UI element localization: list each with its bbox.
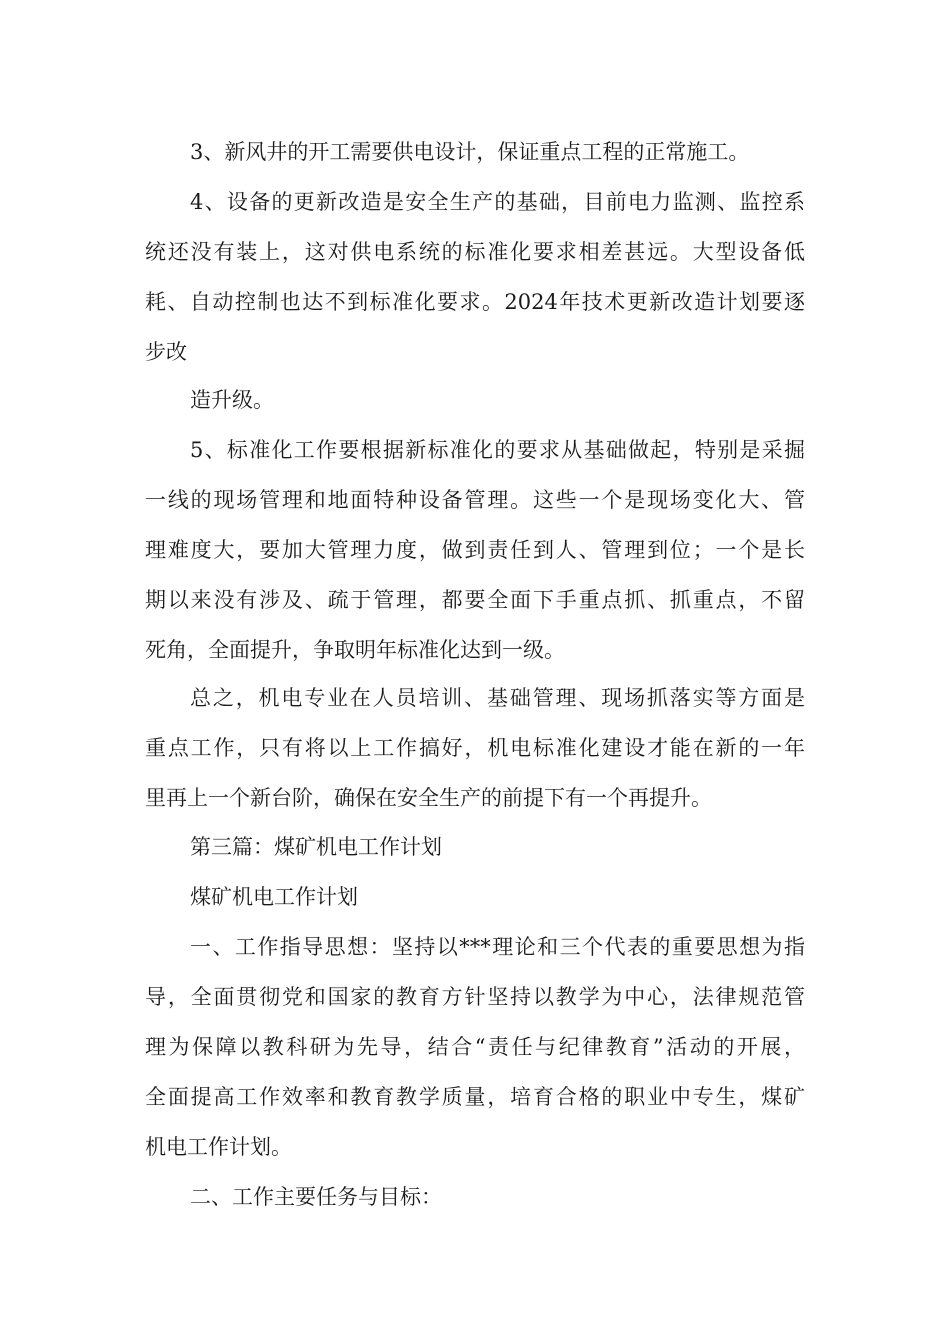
text-line: 煤矿机电工作计划 (190, 885, 358, 909)
text-line: 死角，全面提升，争取明年标准化达到一级。 (145, 638, 565, 662)
text-line: 期以来没有涉及、疏于管理，都要全面下手重点抓、抓重点，不留 (145, 588, 805, 612)
paragraph-item-3 (145, 127, 805, 177)
document-title (145, 872, 805, 922)
text-line: 理难度大，要加大管理力度，做到责任到人、管理到位；一个是长 (145, 538, 805, 562)
text-line: 二、工作主要任务与目标： (190, 1185, 442, 1209)
paragraph-tasks-goals (145, 1172, 805, 1222)
text-line: 机电工作计划。 (145, 1135, 292, 1159)
text-line: 统还没有装上，这对供电系统的标准化要求相差甚远。大型设备低 (145, 240, 805, 264)
paragraph-item-4 (145, 177, 805, 377)
text-line: 一、工作指导思想：坚持以***理论和三个代表的重要思想为指 (190, 935, 805, 959)
text-line: 全面提高工作效率和教育教学质量，培育合格的职业中专生，煤矿 (145, 1085, 805, 1109)
text-line: 造升级。 (190, 388, 274, 412)
text-line: 总之，机电专业在人员培训、基础管理、现场抓落实等方面是 (190, 686, 805, 710)
text-line: 步改 (145, 340, 187, 364)
text-line: 4、设备的更新改造是安全生产的基础，目前电力监测、监控系 (190, 190, 805, 214)
section-heading (145, 822, 805, 872)
paragraph-guiding-ideology (145, 922, 805, 1172)
text-line: 理为保障以教科研为先导，结合“责任与纪律教育”活动的开展， (145, 1035, 805, 1059)
text-line: 耗、自动控制也达不到标准化要求。2024年技术更新改造计划要逐 (145, 290, 805, 314)
paragraph-item-5 (145, 425, 805, 675)
text-line: 导，全面贯彻党和国家的教育方针坚持以教学为中心，法律规范管 (145, 985, 805, 1009)
paragraph-summary (145, 673, 805, 823)
paragraph-continuation (145, 375, 805, 425)
text-line: 第三篇：煤矿机电工作计划 (190, 835, 442, 859)
text-line: 一线的现场管理和地面特种设备管理。这些一个是现场变化大、管 (145, 488, 805, 512)
text-line: 里再上一个新台阶，确保在安全生产的前提下有一个再提升。 (145, 786, 712, 810)
text-line: 3、新风井的开工需要供电设计，保证重点工程的正常施工。 (190, 140, 750, 164)
text-line: 重点工作，只有将以上工作搞好，机电标准化建设才能在新的一年 (145, 736, 805, 760)
text-line: 5、标准化工作要根据新标准化的要求从基础做起，特别是采掘 (190, 438, 805, 462)
